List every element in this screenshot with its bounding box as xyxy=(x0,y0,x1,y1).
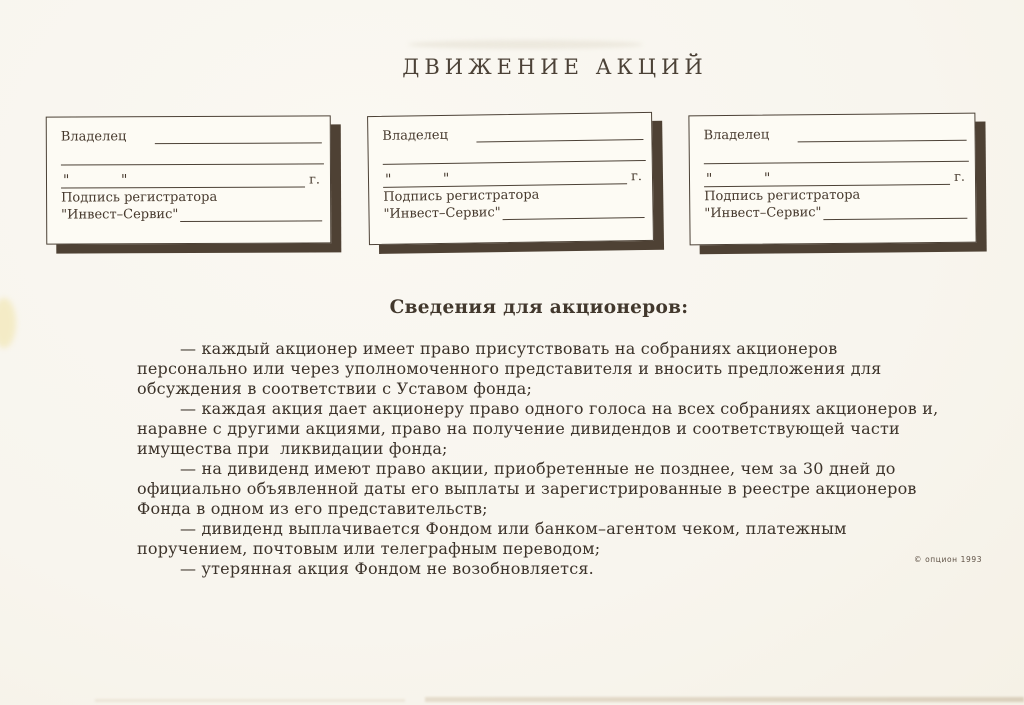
signature-fill-line xyxy=(503,200,645,220)
signature-fill-line xyxy=(823,201,967,220)
copyright-note: © опцион 1993 xyxy=(914,555,983,564)
registrar-signature-label: Подпись регистратора xyxy=(61,189,218,206)
info-line: официально объявленной даты его выплаты и зарегистрированные в реестре акционеров xyxy=(137,479,917,498)
info-line: поручением, почтовым или телеграфным переводом; xyxy=(137,539,601,558)
owner-fill-line xyxy=(476,122,644,142)
signature-fill-line xyxy=(180,203,322,222)
info-line: — на дивиденд имеют право акции, приобретенные не позднее, чем за 30 дней до xyxy=(180,459,896,478)
info-line: — дивиденд выплачивается Фондом или банком–агентом чеком, платежным xyxy=(180,519,847,538)
date-fill-line xyxy=(383,160,627,188)
scan-edge-strip xyxy=(95,699,405,702)
page-title: ДВИЖЕНИЕ АКЦИЙ xyxy=(402,55,708,79)
shareholder-info-text xyxy=(137,339,939,579)
owner-card-2 xyxy=(367,112,654,245)
info-line: персонально или через уполномоченного представителя и вносить предложения для xyxy=(137,359,882,378)
registrar-signature-label: Подпись регистратора xyxy=(383,187,540,205)
close-quote-mark: " xyxy=(120,172,128,189)
blank-fill-line xyxy=(61,143,324,165)
year-label: г. xyxy=(309,172,321,188)
owner-label: Владелец xyxy=(703,127,770,144)
info-line: имущества при ликвидации фонда; xyxy=(137,439,448,458)
owner-fill-line xyxy=(797,123,967,143)
owner-label: Владелец xyxy=(60,129,127,145)
date-fill-line xyxy=(61,163,305,188)
info-line: наравне с другими акциями, право на получение дивидендов и соответствующей части xyxy=(137,419,900,438)
open-quote-mark: " xyxy=(62,172,70,189)
scan-blotch xyxy=(0,298,16,348)
owner-card-1 xyxy=(46,115,332,244)
owner-label: Владелец xyxy=(382,127,449,144)
open-quote-mark: " xyxy=(384,171,392,188)
info-line: — утерянная акция Фондом не возобновляется. xyxy=(180,559,594,578)
owner-card-3 xyxy=(688,113,976,246)
fund-name-label: "Инвест–Сервис" xyxy=(383,205,501,222)
fund-name-label: "Инвест–Сервис" xyxy=(704,205,822,222)
close-quote-mark: " xyxy=(442,170,450,188)
fund-name-label: "Инвест–Сервис" xyxy=(61,207,179,223)
info-line: Фонда в одном из его представительств; xyxy=(137,499,488,518)
date-fill-line xyxy=(704,161,950,187)
scan-smudge xyxy=(408,40,643,49)
year-label: г. xyxy=(953,169,966,185)
info-line: — каждый акционер имеет право присутствовать на собраниях акционеров xyxy=(180,339,838,358)
info-line: — каждая акция дает акционеру право одного голоса на всех собраниях акционеров и, xyxy=(180,399,939,418)
info-line: обсуждения в соответствии с Уставом фонда; xyxy=(137,379,533,398)
owner-fill-line xyxy=(154,125,321,144)
year-label: г. xyxy=(630,169,643,185)
open-quote-mark: " xyxy=(705,171,713,188)
scan-edge-strip xyxy=(425,697,1024,702)
close-quote-mark: " xyxy=(763,170,771,187)
info-heading: Сведения для акционеров: xyxy=(389,297,689,318)
registrar-signature-label: Подпись регистратора xyxy=(704,187,861,205)
